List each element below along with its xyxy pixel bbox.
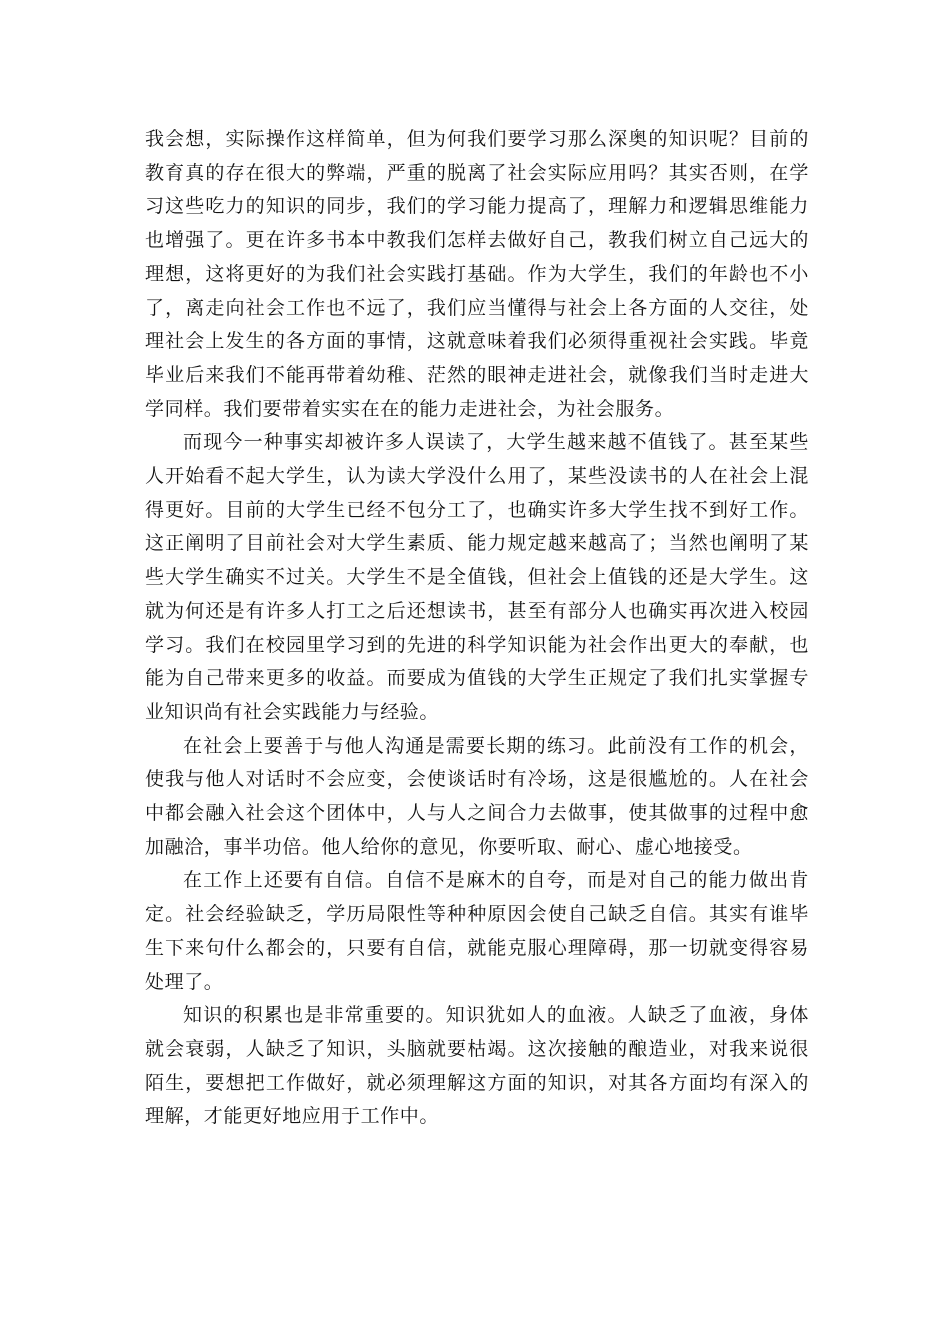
paragraph-4: 在工作上还要有自信。自信不是麻木的自夸，而是对自己的能力做出肯定。社会经验缺乏，学历局限性等种种原因会使自己缺乏自信。其实有谁毕生下来句什么都会的，只要有自信，就能克服心理障碍，那一切就变得容易处理了。	[145, 869, 809, 993]
document-body	[145, 123, 809, 1134]
paragraph-3: 在社会上要善于与他人沟通是需要长期的练习。此前没有工作的机会，使我与他人对话时不会应变，会使谈话时有冷场，这是很尴尬的。人在社会中都会融入社会这个团体中，人与人之间合力去做事，使其做事的过程中愈加融洽，事半功倍。他人给你的意见，你要听取、耐心、虚心地接受。	[145, 734, 809, 858]
paragraph-2: 而现今一种事实却被许多人误读了，大学生越来越不值钱了。甚至某些人开始看不起大学生，认为读大学没什么用了，某些没读书的人在社会上混得更好。目前的大学生已经不包分工了，也确实许多大学生找不到好工作。这正阐明了目前社会对大学生素质、能力规定越来越高了；当然也阐明了某些大学生确实不过关。大学生不是全值钱，但社会上值钱的还是大学生。这就为何还是有许多人打工之后还想读书，甚至有部分人也确实再次进入校园学习。我们在校园里学习到的先进的科学知识能为社会作出更大的奉献，也能为自己带来更多的收益。而要成为值钱的大学生正规定了我们扎实掌握专业知识尚有社会实践能力与经验。	[145, 431, 809, 723]
paragraph-1: 我会想，实际操作这样简单，但为何我们要学习那么深奥的知识呢？目前的教育真的存在很大的弊端，严重的脱离了社会实际应用吗？其实否则，在学习这些吃力的知识的同步，我们的学习能力提高了，理解力和逻辑思维能力也增强了。更在许多书本中教我们怎样去做好自己，教我们树立自己远大的理想，这将更好的为我们社会实践打基础。作为大学生，我们的年龄也不小了，离走向社会工作也不远了，我们应当懂得与社会上各方面的人交往，处理社会上发生的各方面的事情，这就意味着我们必须得重视社会实践。毕竟毕业后来我们不能再带着幼稚、茫然的眼神走进社会，就像我们当时走进大学同样。我们要带着实实在在的能力走进社会，为社会服务。	[145, 128, 809, 420]
paragraph-5: 知识的积累也是非常重要的。知识犹如人的血液。人缺乏了血液，身体就会衰弱，人缺乏了知识，头脑就要枯竭。这次接触的酿造业，对我来说很陌生，要想把工作做好，就必须理解这方面的知识，对其各方面均有深入的理解，才能更好地应用于工作中。	[145, 1004, 809, 1128]
